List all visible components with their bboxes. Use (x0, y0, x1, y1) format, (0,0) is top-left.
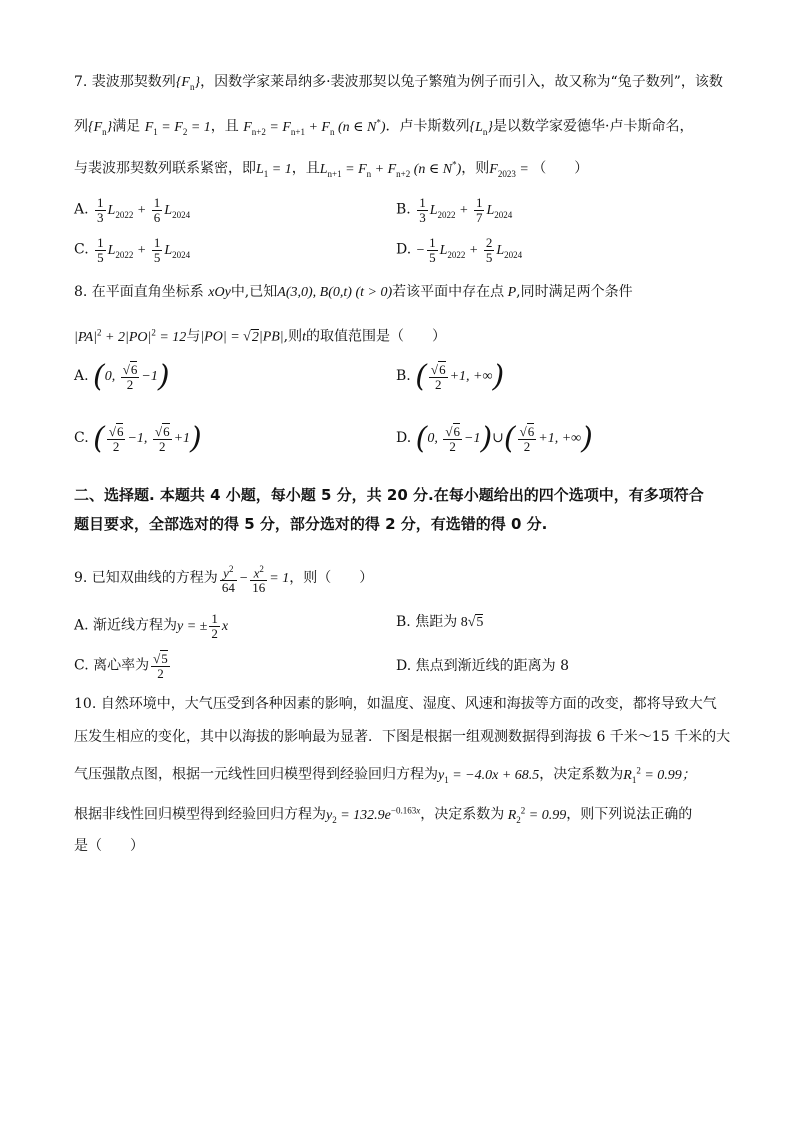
math-asymptote: y = ± $\frac{1}{2}$ x (177, 611, 229, 641)
section-header-line1: 二、选择题. 本题共 4 小题，每小题 5 分，共 20 分.在每小题给出的四个选项中，有多项符合 (74, 486, 704, 504)
q7-option-d[interactable] (396, 236, 522, 265)
q8-text: 与 (186, 328, 201, 345)
section-header-line2: 题目要求，全部选对的得 5 分，部分选对的得 2 分，有选错的得 0 分. (74, 515, 548, 533)
q8-line1 (74, 282, 633, 303)
q8-option-b[interactable] (396, 359, 505, 394)
math-cond1: $|PA|^2 + 2|PO|^2 = 12$ (74, 327, 187, 345)
q10-line2: 压发生相应的变化，其中以海拔的影响最为显著．下图是根据一组观测数据得到海拔 6 千米～15 千米的大 (74, 729, 731, 745)
q8-text: 中,已知 (230, 284, 278, 300)
q8-text: 若该平面中存在点 (392, 284, 505, 300)
q9-option-b[interactable] (396, 612, 483, 633)
math-option-c: $\frac{1}{5}$ $L_{2022}$ + $\frac{1}{5}$ $L_{2024}$ (97, 235, 191, 265)
option-label: C. (74, 430, 89, 447)
q9-text: 9. 已知双曲线的方程为 (74, 569, 218, 586)
q10-line4 (74, 800, 692, 829)
q8-text: 的取值范围是（ ） (306, 328, 446, 345)
q10-line3 (74, 760, 696, 789)
q7-text: ．卢卡斯数列 (385, 118, 470, 135)
q10-text: ，则下列说法正确的 (566, 806, 693, 823)
q7-option-c[interactable] (74, 236, 190, 265)
math-r1: $R_1^2 = 0.99$； (623, 765, 696, 785)
option-label: D. (396, 430, 412, 447)
option-label: B. (396, 201, 411, 218)
option-label: C. 离心率为 (74, 657, 150, 674)
q7-line3 (74, 154, 588, 183)
math-nonlinear-reg: $y_2 = 132.9e^{-0.163x}$ (326, 805, 421, 825)
q7-text: ，且 (291, 160, 320, 177)
math-fn: $\{F_n\}$ (175, 75, 201, 92)
q9-line1 (74, 562, 373, 595)
q7-line2 (74, 112, 693, 141)
math-l1: $L_1 = 1$ (256, 161, 292, 179)
math-option-c: ( $\frac{√6}{2}$ −1, $\frac{√6}{2}$ +1) (93, 421, 202, 456)
math-hyperbola: $\frac{y^2}{64}$ − $\frac{x^2}{16}$ = 1 (221, 564, 290, 596)
q10-line5: 是（ ） (74, 838, 144, 854)
q8-text: 8. 在平面直角坐标系 (74, 284, 204, 300)
q7-text: 7. 裴波那契数列 (74, 74, 176, 90)
option-label: A. (74, 201, 89, 218)
q9-text: ，则（ ） (289, 569, 374, 586)
q7-text: ，且 (210, 118, 239, 135)
q10-text: ，决定系数为 (539, 766, 624, 783)
math-fn: $\{F_n\}$ (88, 119, 113, 137)
q7-text: 与裴波那契数列联系紧密，即 (74, 160, 256, 177)
q8-option-a[interactable] (74, 359, 170, 394)
q7-text: 列 (74, 118, 88, 135)
q8-option-c[interactable] (74, 421, 202, 456)
math-option-d: − $\frac{1}{5}$ $L_{2022}$ + $\frac{2}{5}$ $L_{2024}$ (415, 235, 523, 265)
option-label: C. (74, 241, 89, 258)
math-ln: $\{L_n\}$ (469, 119, 494, 137)
math-p: P (504, 285, 517, 300)
math-xoy: xOy (208, 285, 231, 300)
q7-text: 是以数学家爱德华·卢卡斯命名， (493, 118, 694, 135)
q7-option-a[interactable] (74, 196, 190, 225)
option-label: A. 渐近线方程为 (74, 617, 178, 634)
q8-text: ,则 (283, 328, 303, 345)
math-linear-reg: $y_1 = -4.0x + 68.5$ (438, 767, 540, 785)
q9-option-a[interactable] (74, 612, 228, 641)
math-eccentricity: $\frac{√5}{2}$ (153, 651, 168, 681)
math-r2: $R_2^2 = 0.99$ (507, 805, 567, 825)
math-f2023: $F_{2023}$ = (489, 161, 533, 179)
math-t: t (302, 329, 306, 345)
q8-text: ,同时满足两个条件 (516, 284, 633, 300)
math-cond2: |PO| = √2|PB| (200, 329, 284, 345)
q7-text: （ ） (532, 160, 589, 177)
q7-option-b[interactable] (396, 196, 512, 225)
option-label: B. 焦距为 (396, 614, 458, 630)
option-label: B. (396, 368, 411, 385)
math-option-b: ( $\frac{√6}{2}$ +1, +∞) (415, 359, 505, 394)
q7-text: ，因数学家莱昂纳多·裴波那契以兔子繁殖为例子而引入，故又称为“兔子数列”，该数 (200, 74, 723, 90)
math-option-a: (0, $\frac{√6}{2}$ −1) (93, 359, 170, 394)
q9-option-d[interactable]: D. 焦点到渐近线的距离为 8 (396, 658, 569, 674)
math-option-d: (0, $\frac{√6}{2}$ −1)∪( $\frac{√6}{2}$ +1, +∞) (415, 421, 593, 456)
q10-line1: 10. 自然环境中，大气压受到各种因素的影响，如温度、湿度、风速和海拔等方面的改变，都将导致大气 (74, 696, 717, 712)
q8-line2 (74, 322, 446, 348)
math-f1f2: $F_1 = F_2 = 1$ (144, 119, 211, 137)
math-lrec: $L_{n+1} = F_n + F_{n+2}$ (n ∈ N*) (319, 159, 462, 179)
q7-text: ，则 (461, 160, 490, 177)
q10-text: 气压强散点图，根据一元线性回归模型得到经验回归方程为 (74, 766, 438, 783)
option-label: D. (396, 241, 412, 258)
q8-option-d[interactable] (396, 421, 593, 456)
q7-text: 满足 (112, 118, 141, 135)
math-option-b: $\frac{1}{3}$ $L_{2022}$ + $\frac{1}{7}$ $L_{2024}$ (419, 195, 513, 225)
q7-line1 (74, 72, 723, 97)
q9-option-c[interactable] (74, 652, 172, 681)
option-label: A. (74, 368, 89, 385)
math-recurrence: $F_{n+2} = F_{n+1} + F_n$ (n ∈ N*) (243, 117, 386, 137)
math-focal: 8√5 (457, 615, 484, 630)
math-points: A(3,0), B(0,t) (t > 0) (277, 285, 393, 300)
q10-text: 根据非线性回归模型得到经验回归方程为 (74, 806, 326, 823)
math-option-a: $\frac{1}{3}$ $L_{2022}$ + $\frac{1}{6}$ $L_{2024}$ (97, 195, 191, 225)
q10-text: ，决定系数为 (420, 806, 505, 823)
